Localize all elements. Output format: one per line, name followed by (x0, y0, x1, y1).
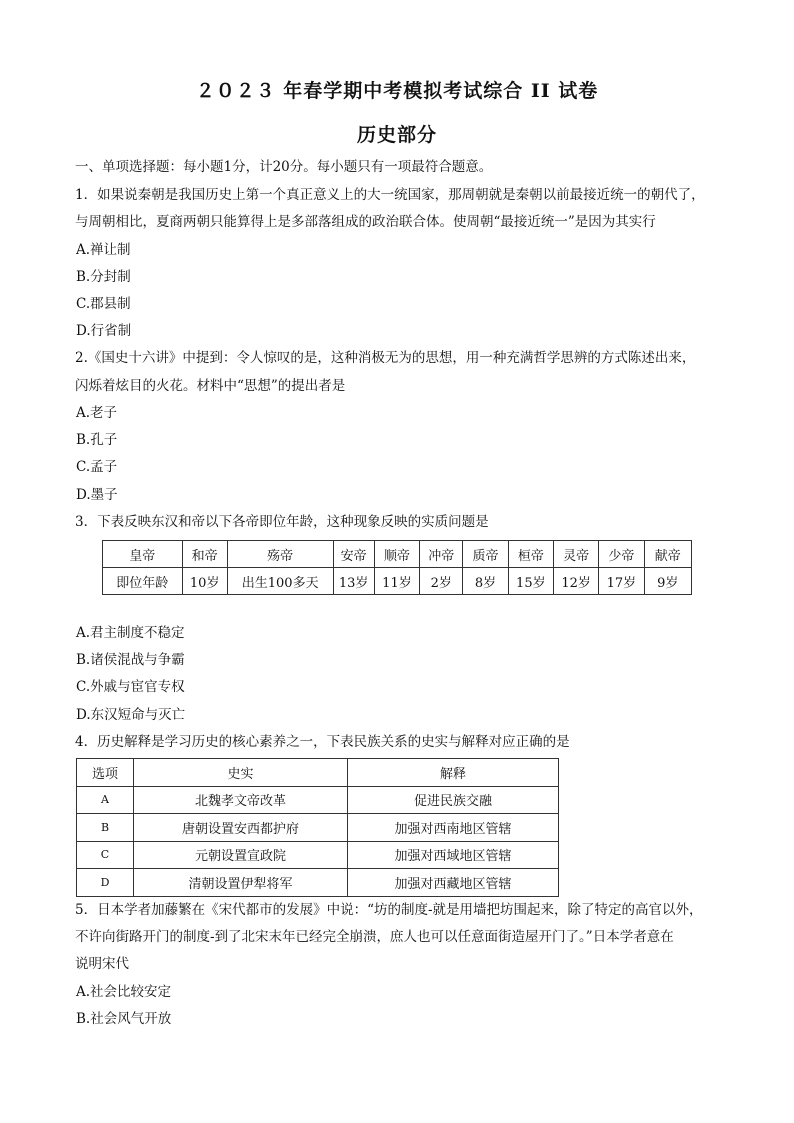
table-cell: 9岁 (644, 568, 691, 595)
q3-stem: 3．下表反映东汉和帝以下各帝即位年龄，这种现象反映的实质问题是 (75, 514, 489, 530)
q5-option-a: A.社会比较安定 (76, 984, 172, 1000)
section-instruction: 一、单项选择题：每小题1分，计20分。每小题只有一项最符合题意。 (75, 159, 493, 175)
q1-option-a: A.禅让制 (76, 242, 131, 258)
q3-option-b: B.诸侯混战与争霸 (76, 652, 185, 668)
exam-subtitle: 历史部分 (356, 124, 437, 146)
table-cell: B (77, 814, 134, 842)
q2-option-b: B.孔子 (76, 432, 118, 448)
table-cell: 加强对西藏地区管辖 (348, 869, 559, 897)
table-row (103, 541, 692, 568)
table-cell: 加强对西南地区管辖 (348, 814, 559, 842)
table-cell: 8岁 (463, 568, 508, 595)
table-cell: 冲帝 (420, 541, 463, 568)
table-cell: 元朝设置宣政院 (134, 841, 348, 869)
q3-table (102, 540, 692, 595)
table-cell: 促进民族交融 (348, 786, 559, 814)
table-cell: 10岁 (182, 568, 227, 595)
q3-option-c: C.外戚与宦官专权 (76, 679, 185, 695)
table-cell: 加强对西域地区管辖 (348, 841, 559, 869)
table-cell: 史实 (134, 759, 348, 787)
q2-option-c: C.孟子 (76, 459, 118, 475)
table-cell: 13岁 (333, 568, 374, 595)
table-cell: 皇帝 (103, 541, 183, 568)
q5-stem-line1: 5．日本学者加藤繁在《宋代都市的发展》中说：“坊的制度-就是用墙把坊围起来，除了特定的高官以外， (75, 902, 703, 918)
table-cell: A (77, 786, 134, 814)
q1-stem-line1: 1．如果说秦朝是我国历史上第一个真正意义上的大一统国家，那周朝就是秦朝以前最接近统一的朝代了， (75, 187, 705, 203)
table-cell: 顺帝 (374, 541, 419, 568)
q4-table (76, 758, 559, 897)
table-cell: C (77, 841, 134, 869)
table-cell: 即位年龄 (103, 568, 183, 595)
table-row (77, 786, 559, 814)
q1-option-c: C.郡县制 (76, 296, 131, 312)
table-cell: 17岁 (599, 568, 644, 595)
table-cell: 2岁 (420, 568, 463, 595)
table-cell: 献帝 (644, 541, 691, 568)
table-cell: 北魏孝文帝改革 (134, 786, 348, 814)
table-cell: 安帝 (333, 541, 374, 568)
q2-option-d: D.墨子 (76, 487, 118, 503)
q4-stem: 4．历史解释是学习历史的核心素养之一，下表民族关系的史实与解释对应正确的是 (75, 734, 570, 750)
table-cell: 和帝 (182, 541, 227, 568)
q5-option-b: B.社会风气开放 (76, 1011, 172, 1027)
table-cell: 选项 (77, 759, 134, 787)
table-cell: 少帝 (599, 541, 644, 568)
table-row (77, 814, 559, 842)
q1-stem-line2: 与周朝相比，夏商两朝只能算得上是多部落组成的政治联合体。使周朝“最接近统一”是因为其实行 (75, 214, 656, 230)
table-cell: 唐朝设置安西都护府 (134, 814, 348, 842)
exam-title: ２０２３ 年春学期中考模拟考试综合 II 试卷 (195, 80, 599, 102)
table-cell: 灵帝 (553, 541, 598, 568)
table-cell: 殇帝 (227, 541, 333, 568)
q1-option-b: B.分封制 (76, 269, 131, 285)
table-cell: 解释 (348, 759, 559, 787)
table-cell: 11岁 (374, 568, 419, 595)
q1-option-d: D.行省制 (76, 323, 132, 339)
table-row (77, 841, 559, 869)
table-row (77, 759, 559, 787)
q3-option-a: A.君主制度不稳定 (76, 625, 185, 641)
q5-stem-line2: 不许向街路开门的制度-到了北宋末年已经完全崩溃，庶人也可以任意面街造屋开门了。”日本学者意在 (75, 929, 674, 945)
table-cell: 15岁 (508, 568, 553, 595)
table-cell: 出生100多天 (227, 568, 333, 595)
q2-stem-line2: 闪烁着炫目的火花。材料中“思想”的提出者是 (75, 378, 346, 394)
table-cell: 12岁 (553, 568, 598, 595)
table-cell: 桓帝 (508, 541, 553, 568)
q5-stem-line3: 说明宋代 (75, 956, 129, 972)
q2-stem-line1: 2.《国史十六讲》中提到：令人惊叹的是，这种消极无为的思想，用一种充满哲学思辨的方式陈述出来， (75, 350, 696, 366)
q2-option-a: A.老子 (76, 405, 118, 421)
table-row (103, 568, 692, 595)
table-cell: 质帝 (463, 541, 508, 568)
table-cell: 清朝设置伊犁将军 (134, 869, 348, 897)
table-cell: D (77, 869, 134, 897)
q3-option-d: D.东汉短命与灭亡 (76, 707, 186, 723)
table-row (77, 869, 559, 897)
